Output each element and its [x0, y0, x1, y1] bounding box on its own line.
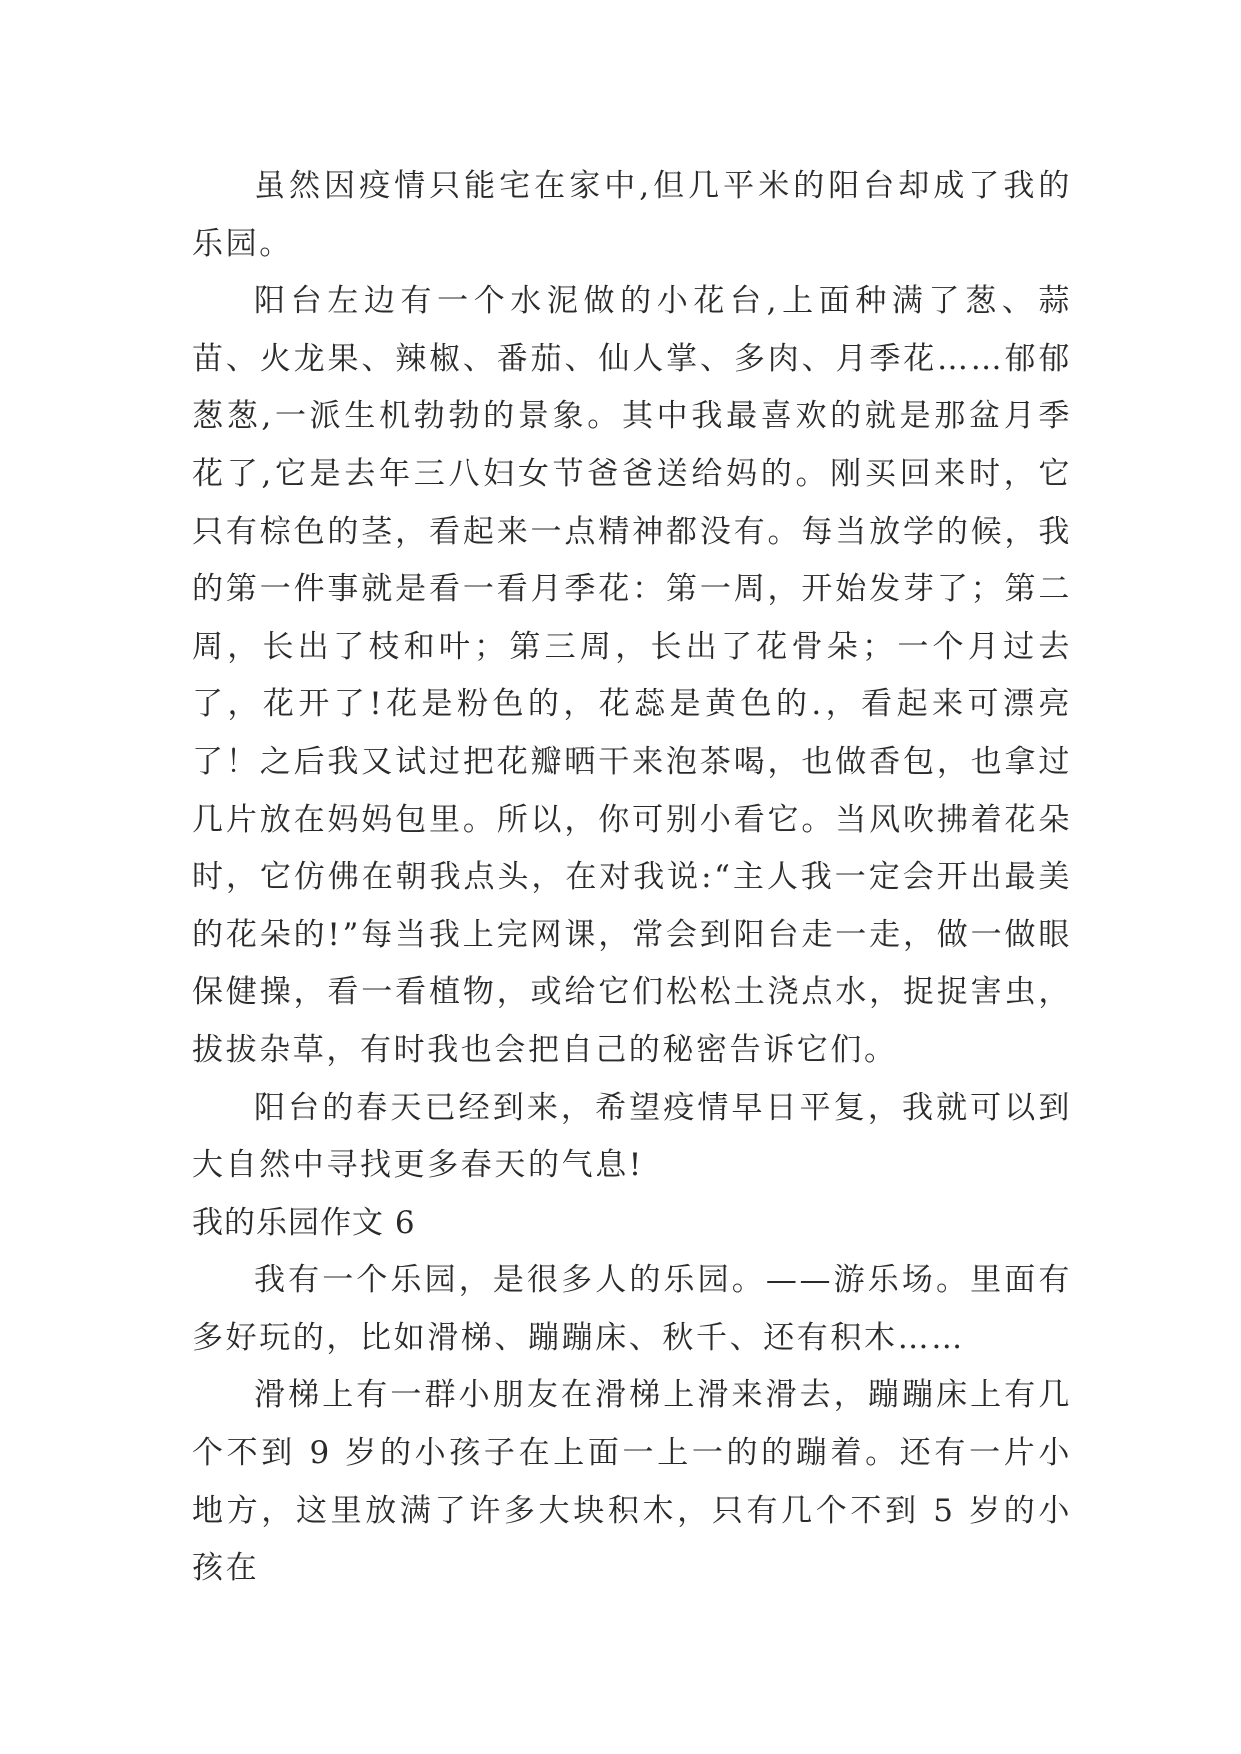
paragraph-spring: 阳台的春天已经到来，希望疫情早日平复，我就可以到大自然中寻找更多春天的气息!: [192, 1089, 1072, 1184]
section-title: 我的乐园作文 6: [192, 1204, 416, 1241]
paragraph-playground-intro: 我有一个乐园，是很多人的乐园。——游乐场。里面有多好玩的，比如滑梯、蹦蹦床、秋千、还有积木……: [192, 1262, 1072, 1356]
paragraph-flower-bed: 阳台左边有一个水泥做的小花台,上面种满了葱、蒜苗、火龙果、辣椒、番茄、仙人掌、多肉、月季花……郁郁葱葱,一派生机勃勃的景象。其中我最喜欢的就是那盆月季花了,它是去年三八妇女节爸爸送给妈的。刚买回来时，它只有棕色的茎，看起来一点精神都没有。每当放学的候，我的第一件事就是看一看月季花：第一周，开始发芽了；第二周，长出了枝和叶；第三周，长出了花骨朵；一个月过去了，花开了!花是粉色的，花蕊是黄色的.，看起来可漂亮了！之后我又试过把花瓣晒干来泡茶喝，也做香包，也拿过几片放在妈妈包里。所以，你可别小看它。当风吹拂着花朵时，它仿佛在朝我点头，在对我说:“主人我一定会开出最美的花朵的!”每当我上完网课，常会到阳台走一走，做一做眼保健操，看一看植物，或给它们松松土浇点水，捉捉害虫，拔拔杂草，有时我也会把自己的秘密告诉它们。: [192, 283, 1072, 1068]
paragraph-playground-details: 滑梯上有一群小朋友在滑梯上滑来滑去，蹦蹦床上有几个不到 9 岁的小孩子在上面一上一的的蹦着。还有一片小地方，这里放满了许多大块积木，只有几个不到 5 岁的小孩在: [192, 1377, 1072, 1587]
paragraph-intro: 虽然因疫情只能宅在家中,但几平米的阳台却成了我的乐园。: [192, 168, 1072, 262]
document-body: [192, 158, 1072, 1598]
